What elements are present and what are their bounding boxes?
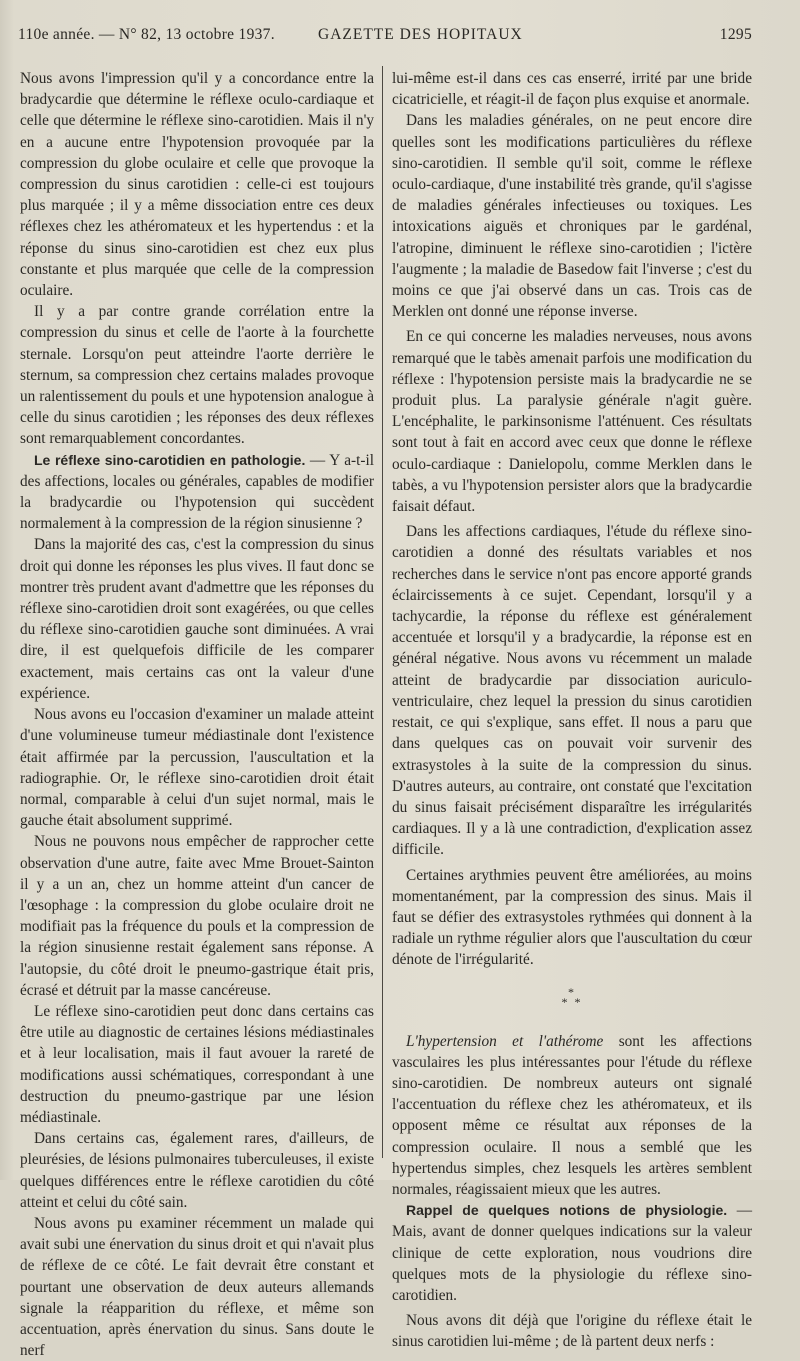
right-column (392, 68, 752, 1353)
paragraph: Dans certains cas, également rares, d'ailleurs, de pleurésies, de lésions pulmonaires tuberculeuses, il existe quelques différences entre le réflexe carotidien du côté atteint et celui du côté sain. (20, 1130, 374, 1211)
section-paragraph (392, 1200, 752, 1306)
asterism-top: * (568, 984, 576, 999)
journal-title: GAZETTE DES HOPITAUX (318, 26, 523, 43)
paragraph: Dans les maladies générales, on ne peut encore dire quelles sont les modifications particulières du réflexe sino-carotidien. Il semble qu'il soit, comme le réflexe oculo-cardiaque, d'une instabilité très grande, qu'il s'agisse de maladies générales infectieuses ou toxiques. Les intoxications aiguës et chroniques par le gardénal, l'atropine, diminuent le réflexe sino-carotidien ; l'ictère l'augmente ; la maladie de Basedow fait l'inverse ; c'est du moins ce que j'ai observé dans un cas. Trois cas de Merklen ont donné une réponse inverse. (392, 112, 752, 321)
paragraph: Le réflexe sino-carotidien peut donc dans certains cas être utile au diagnostic de certaines lésions médiastinales et à leur localisation, mais il faut avouer la rareté de modifications aussi schématiques, correspondant à une destruction du pneumo-gastrique par une lésion médiastinale. (20, 1002, 374, 1126)
paragraph: Nous avons pu examiner récemment un malade qui avait subi une énervation du sinus droit et qui n'avait plus de réflexe de ce côté. Le fait devrait être constant et pourtant une observation de deux auteurs allemands signale la réapparition du réflexe, et même son accentuation, après énervation du sinus. Sans doute le nerf (20, 1214, 374, 1360)
column-divider (382, 66, 383, 1158)
section-intro: — Y a-t-il des affections, locales ou générales, capables de modifier la bradycardie ou l'hypotension qui succèdent normalement à la compression de la région sinusienne ? (20, 451, 374, 533)
section-intro: — Mais, avant de donner quelques indications sur la valeur clinique de cette exploration, nous voudrions dire quelques mots de la physiologie du réflexe sino-carotidien. (392, 1202, 752, 1304)
paragraph: Il y a par contre grande corrélation entre la compression du sinus et celle de l'aorte à la fourchette sternale. Lorsqu'on peut atteindre l'aorte derrière le sternum, sa compression chez certains malades provoque un ralentissement du pouls et une hypotension analogue à celle du sinus carotidien ; les réponses des deux réflexes sont remarquablement concordantes. (20, 303, 374, 448)
paragraph: Nous avons dit déjà que l'origine du réflexe était le sinus carotidien lui-même ; de là partent deux nerfs : (392, 1312, 752, 1351)
left-column (20, 68, 374, 1361)
paragraph: lui-même est-il dans ces cas enserré, irrité par une bride cicatricielle, et réagit-il de façon plus exquise et anormale. (392, 70, 752, 109)
asterism-bottom: * * (561, 994, 583, 1009)
paragraph-text: sont les affections vasculaires les plus intéressantes pour l'étude du réflexe sino-carotidien. De nombreux auteurs ont signalé l'accentuation du réflexe chez les athéromateux, et ils opposent même ce résultat aux réponses de la compression oculaire. Il nous a semblé que les hypertendus simples, chez lesquels les artères semblent normales, réagissaient mieux que les autres. (392, 1032, 752, 1198)
paragraph: Dans la majorité des cas, c'est la compression du sinus droit qui donne les réponses les plus vives. Il faut donc se montrer très prudent avant d'admettre que les réponses du réflexe sino-carotidien droit sont exagérées, ou que celles du réflexe sino-carotidien gauche sont diminuées. A vrai dire, il est quelquefois difficile de les comparer exactement, mais certains cas ont la valeur d'une expérience. (20, 536, 374, 702)
paragraph: Nous ne pouvons nous empêcher de rapprocher cette observation d'une autre, faite avec Mme Brouet-Sainton il y a un an, chez un homme atteint d'un cancer de l'œsophage : la compression du globe oculaire droit ne modifiait pas la fréquence du pouls et la compression de la région sinusienne restait également sans réponse. A l'autopsie, du côté droit le pneumo-gastrique était pris, écrasé et détruit par la masse cancéreuse. (20, 833, 374, 999)
paragraph: Dans les affections cardiaques, l'étude du réflexe sino-carotidien a donné des résultats variables et nos recherches dans le service n'ont pas encore apporté grands éclaircissements à ce sujet. Cependant, lorsqu'il y a tachycardie, la réponse du réflexe est généralement accentuée et lorsqu'il y a bradycardie, la réponse est en général négative. Nous avons vu récemment un malade atteint de bradycardie par dissociation auriculo-ventriculaire, chez lequel la pression du sinus carotidien restait, ce qui s'explique, sans effet. Il nous a paru que dans quelques cas on pouvait voir survenir des extrasystoles à la suite de la compression du sinus. D'autres auteurs, au contraire, ont constaté que l'excitation du sinus faisait précisément disparaître les irrégularités cardiaques. Il y a là une contradiction, d'explication assez difficile. (392, 523, 752, 859)
paragraph: Nous avons eu l'occasion d'examiner un malade atteint d'une volumineuse tumeur médiastinale dont l'existence était affirmée par la percussion, l'auscultation et la radiographie. Or, le réflexe sino-carotidien droit était normal, comparable à celui d'un sujet normal, mais le gauche était absolument supprimé. (20, 706, 374, 830)
paragraph (392, 1031, 752, 1201)
emphasis: L'hypertension et l'athérome (406, 1032, 604, 1050)
asterism-separator (392, 984, 752, 1009)
section-heading: Le réflexe sino-carotidien en pathologie. (34, 451, 306, 468)
paragraph: En ce qui concerne les maladies nerveuses, nous avons remarqué que le tabès amenait parfois une modification du réflexe : l'hypotension persiste mais la bradycardie ne se produit plus. La paralysie générale n'agit guère. L'encéphalite, le parkinsonisme l'atténuent. Ces résultats sont tout à fait en accord avec ceux que donne le réflexe oculo-cardiaque : Danielopolu, comme Merklen dans le tabès, a vu l'hypotension persister alors que la bradycardie faisait défaut. (392, 328, 752, 516)
paragraph: Nous avons l'impression qu'il y a concordance entre la bradycardie que détermine le réflexe oculo-cardiaque et celle que détermine le réflexe sino-carotidien. Mais il n'y en a aucune entre l'hypotension provoquée par la compression du globe oculaire et celle que provoque la compression du sinus carotidien : celle-ci est toujours plus marquée ; il y a même dissociation entre ces deux réflexes chez les athéromateux et les hypertendus : et la réponse du sinus sino-carotidien est chez eux plus constante et plus marquée que celle de la compression oculaire. (20, 70, 374, 300)
paragraph: Certaines arythmies peuvent être améliorées, au moins momentanément, par la compression des sinus. Mais il faut se défier des extrasystoles rythmées qui donnent à la radiale un rythme régulier alors que l'auscultation du cœur dénote de l'irrégularité. (392, 866, 752, 969)
running-header (18, 26, 752, 50)
section-paragraph (20, 450, 374, 535)
issue-info: 110e année. — N° 82, 13 octobre 1937. (18, 26, 275, 43)
page-number: 1295 (719, 26, 752, 43)
section-heading: Rappel de quelques notions de physiologie. (406, 1202, 728, 1219)
